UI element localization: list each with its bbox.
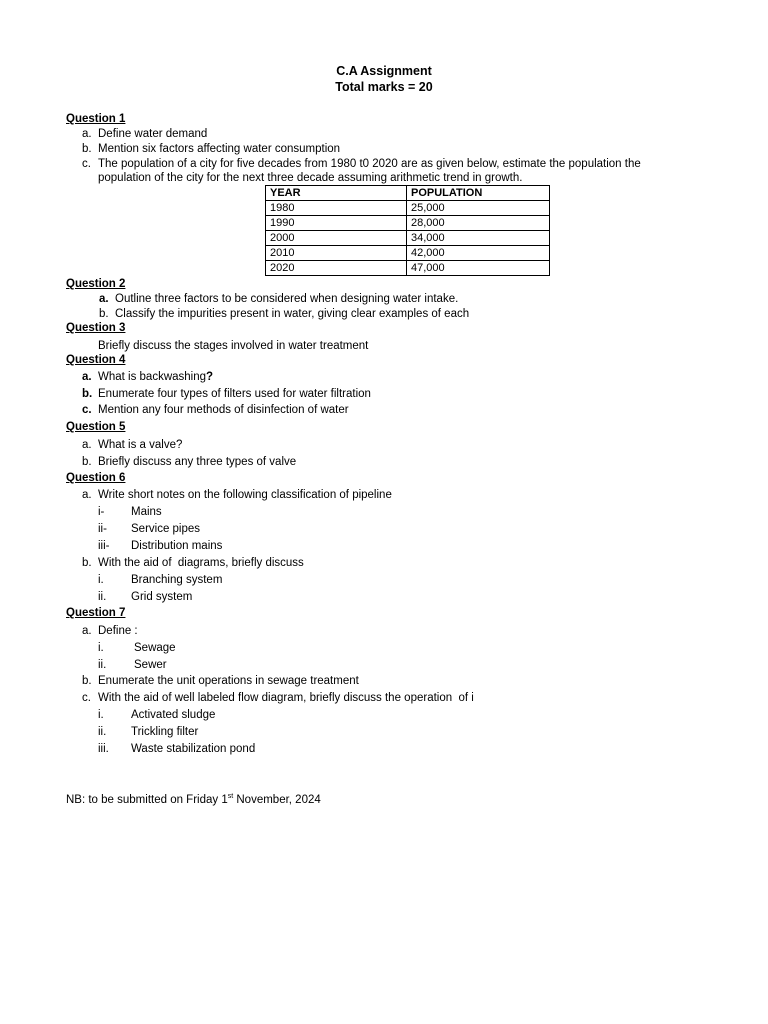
table-row xyxy=(266,231,550,246)
q7-c-text: With the aid of well labeled flow diagram, briefly discuss the operation of i xyxy=(98,692,474,704)
cell-year: 2020 xyxy=(266,261,407,276)
q7-c-sub-text: Activated sludge xyxy=(131,709,216,721)
cell-population: 47,000 xyxy=(407,261,550,276)
q5-b-marker: b. xyxy=(82,456,92,468)
total-marks: Total marks = 20 xyxy=(335,80,433,94)
q4-a-label: What is backwashing xyxy=(98,371,207,383)
q4-a-marker: a. xyxy=(82,371,92,383)
q6-b-sub-text: Branching system xyxy=(131,574,223,586)
submission-note xyxy=(66,793,321,807)
question-6-heading: Question 6 xyxy=(66,472,126,484)
q6-a-sub-marker: iii- xyxy=(98,540,110,552)
q4-b-marker: b. xyxy=(82,388,93,400)
q2-b-text: Classify the impurities present in water, giving clear examples of each xyxy=(115,308,470,320)
cell-population: 42,000 xyxy=(407,246,550,261)
cell-population: 25,000 xyxy=(407,201,550,216)
question-4-heading: Question 4 xyxy=(66,354,126,366)
q1-c-text-line2: population of the city for the next three decade assuming arithmetic trend in growth. xyxy=(98,172,523,184)
q1-b-marker: b. xyxy=(82,143,92,155)
table-row xyxy=(266,246,550,261)
q7-c-sub-text: Trickling filter xyxy=(131,726,199,738)
q1-c-text-line1: The population of a city for five decades from 1980 t0 2020 are as given below, estimate the population the xyxy=(98,158,641,170)
question-1-heading: Question 1 xyxy=(66,113,126,125)
q6-b-sub-marker: i. xyxy=(98,574,104,586)
q7-c-sub-marker: ii. xyxy=(98,726,107,738)
q4-a-text xyxy=(98,370,213,384)
q6-b-sub-text: Grid system xyxy=(131,591,193,603)
q7-b-marker: b. xyxy=(82,675,92,687)
q6-a-sub-text: Mains xyxy=(131,506,162,518)
q2-b-marker: b. xyxy=(99,308,109,320)
note-superscript: st xyxy=(227,793,234,801)
cell-year: 2000 xyxy=(266,231,407,246)
q5-b-text: Briefly discuss any three types of valve xyxy=(98,456,297,468)
cell-population: 28,000 xyxy=(407,216,550,231)
q1-a-text: Define water demand xyxy=(98,128,208,140)
column-header-population: POPULATION xyxy=(407,186,550,201)
q7-a-sub-text: Sewage xyxy=(134,642,176,654)
note-suffix: November, 2024 xyxy=(233,794,321,806)
question-7-heading: Question 7 xyxy=(66,607,126,619)
q6-a-sub-text: Distribution mains xyxy=(131,540,223,552)
table-row xyxy=(266,201,550,216)
q7-a-sub-marker: ii. xyxy=(98,659,107,671)
q7-a-sub-marker: i. xyxy=(98,642,104,654)
q6-b-text: With the aid of diagrams, briefly discuss xyxy=(98,557,304,569)
q4-a-question-mark: ? xyxy=(206,371,214,383)
q5-a-text: What is a valve? xyxy=(98,439,183,451)
q7-c-marker: c. xyxy=(82,692,91,704)
q6-b-sub-marker: ii. xyxy=(98,591,107,603)
question-2-heading: Question 2 xyxy=(66,278,126,290)
q4-b-text: Enumerate four types of filters used for water filtration xyxy=(98,388,371,400)
q7-c-sub-text: Waste stabilization pond xyxy=(131,743,256,755)
q7-a-marker: a. xyxy=(82,625,92,637)
q7-c-sub-marker: i. xyxy=(98,709,104,721)
q7-a-text: Define : xyxy=(98,625,138,637)
table-row xyxy=(266,216,550,231)
q7-b-text: Enumerate the unit operations in sewage treatment xyxy=(98,675,359,687)
column-header-year: YEAR xyxy=(266,186,407,201)
q4-c-marker: c. xyxy=(82,404,92,416)
note-prefix: NB: to be submitted on Friday 1 xyxy=(66,794,228,806)
q6-b-marker: b. xyxy=(82,557,92,569)
q6-a-sub-marker: ii- xyxy=(98,523,107,535)
q6-a-text: Write short notes on the following classification of pipeline xyxy=(98,489,392,501)
question-3-heading: Question 3 xyxy=(66,322,126,334)
q1-a-marker: a. xyxy=(82,128,92,140)
q4-c-text: Mention any four methods of disinfection of water xyxy=(98,404,349,416)
q6-a-sub-marker: i- xyxy=(98,506,105,518)
document-title: C.A Assignment xyxy=(336,64,432,78)
q2-a-text: Outline three factors to be considered when designing water intake. xyxy=(115,293,459,305)
q7-a-sub-text: Sewer xyxy=(134,659,167,671)
q2-a-marker: a. xyxy=(99,293,109,305)
q5-a-marker: a. xyxy=(82,439,92,451)
q6-a-sub-text: Service pipes xyxy=(131,523,201,535)
q6-a-marker: a. xyxy=(82,489,92,501)
q1-c-marker: c. xyxy=(82,158,91,170)
table-header-row xyxy=(266,186,550,201)
cell-year: 2010 xyxy=(266,246,407,261)
q7-c-sub-marker: iii. xyxy=(98,743,109,755)
q3-text: Briefly discuss the stages involved in water treatment xyxy=(98,340,369,352)
cell-year: 1990 xyxy=(266,216,407,231)
q1-b-text: Mention six factors affecting water consumption xyxy=(98,143,341,155)
population-table xyxy=(265,185,550,276)
table-row xyxy=(266,261,550,276)
cell-year: 1980 xyxy=(266,201,407,216)
question-5-heading: Question 5 xyxy=(66,421,126,433)
cell-population: 34,000 xyxy=(407,231,550,246)
